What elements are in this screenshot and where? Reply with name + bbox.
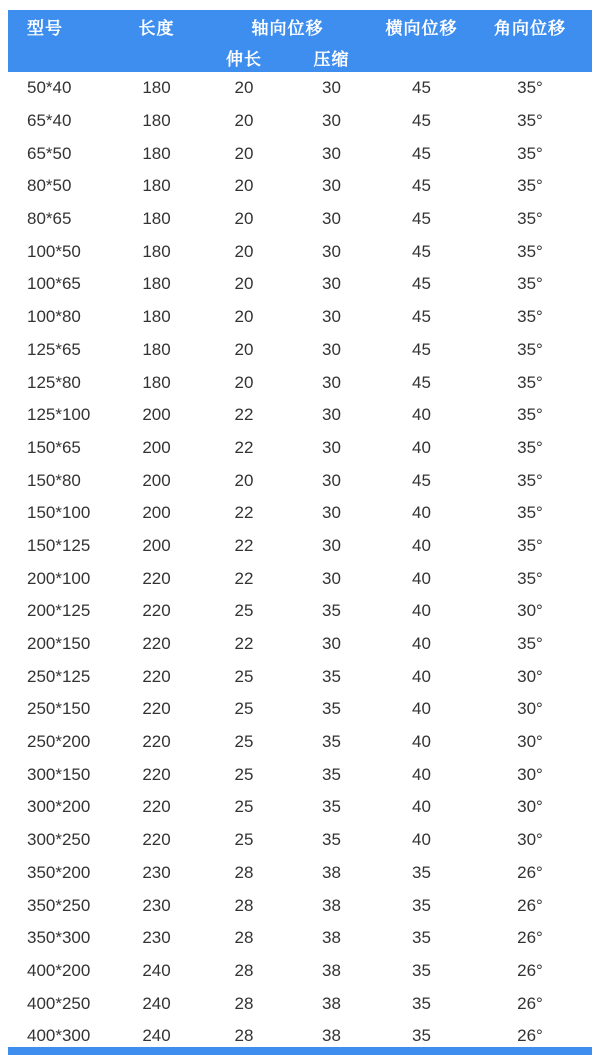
table-cell: 28 (234, 895, 254, 915)
table-cell: 22 (234, 405, 254, 425)
header-length: 长度 (113, 10, 200, 43)
table-cell: 150*65 (27, 437, 81, 457)
table-cell: 25 (234, 666, 254, 686)
table-cell: 180 (142, 111, 171, 131)
table-cell: 240 (142, 1026, 171, 1046)
table-cell: 180 (142, 241, 171, 261)
table-cell: 35° (517, 78, 543, 98)
table-cell: 26° (517, 862, 543, 882)
table-row (8, 105, 592, 138)
displacement-spec-table (8, 10, 592, 1053)
table-cell: 350*300 (27, 928, 91, 948)
table-row (8, 889, 592, 922)
table-cell: 25 (234, 601, 254, 621)
header-row-main (8, 10, 592, 43)
table-cell: 35° (517, 437, 543, 457)
table-row (8, 955, 592, 988)
table-cell: 20 (234, 241, 254, 261)
table-header (8, 10, 592, 72)
table-cell: 220 (142, 699, 171, 719)
table-cell: 230 (142, 895, 171, 915)
table-cell: 30 (322, 143, 341, 163)
table-cell: 35° (517, 372, 543, 392)
table-cell: 40 (412, 666, 431, 686)
table-cell: 220 (142, 568, 171, 588)
table-cell: 38 (322, 993, 341, 1013)
table-cell: 150*80 (27, 470, 81, 490)
header-row-sub (8, 43, 592, 72)
table-cell: 80*65 (27, 209, 72, 229)
table-cell: 30 (322, 634, 341, 654)
table-cell: 45 (412, 470, 431, 490)
table-row (8, 693, 592, 726)
table-row (8, 562, 592, 595)
header-empty-cell (8, 43, 113, 72)
table-cell: 22 (234, 634, 254, 654)
table-cell: 100*80 (27, 307, 81, 327)
table-cell: 30 (322, 339, 341, 359)
table-cell: 35° (517, 405, 543, 425)
table-cell: 230 (142, 928, 171, 948)
table-cell: 35 (322, 666, 341, 686)
table-cell: 28 (234, 1026, 254, 1046)
table-cell: 30 (322, 78, 341, 98)
table-cell: 40 (412, 535, 431, 555)
table-cell: 300*250 (27, 830, 91, 850)
header-axial-displacement: 轴向位移 (200, 10, 375, 43)
table-cell: 35° (517, 535, 543, 555)
table-cell: 22 (234, 535, 254, 555)
table-cell: 65*50 (27, 143, 72, 163)
table-cell: 200*125 (27, 601, 91, 621)
table-cell: 250*200 (27, 732, 91, 752)
table-cell: 30° (517, 699, 543, 719)
table-cell: 20 (234, 470, 254, 490)
table-cell: 38 (322, 960, 341, 980)
table-cell: 200 (142, 503, 171, 523)
table-cell: 230 (142, 862, 171, 882)
table-cell: 30 (322, 111, 341, 131)
table-cell: 30 (322, 437, 341, 457)
table-cell: 220 (142, 666, 171, 686)
table-cell: 200 (142, 437, 171, 457)
table-cell: 20 (234, 78, 254, 98)
table-cell: 35° (517, 339, 543, 359)
table-cell: 30° (517, 797, 543, 817)
table-row (8, 235, 592, 268)
table-cell: 28 (234, 928, 254, 948)
table-cell: 35° (517, 241, 543, 261)
table-cell: 350*200 (27, 862, 91, 882)
table-cell: 26° (517, 928, 543, 948)
table-cell: 22 (234, 437, 254, 457)
table-row (8, 399, 592, 432)
table-cell: 20 (234, 143, 254, 163)
table-cell: 220 (142, 732, 171, 752)
table-cell: 220 (142, 764, 171, 784)
table-cell: 45 (412, 339, 431, 359)
table-cell: 100*65 (27, 274, 81, 294)
table-cell: 35° (517, 307, 543, 327)
table-cell: 20 (234, 209, 254, 229)
table-cell: 200 (142, 405, 171, 425)
table-row (8, 628, 592, 661)
table-row (8, 268, 592, 301)
table-cell: 35° (517, 470, 543, 490)
table-cell: 180 (142, 143, 171, 163)
header-axial-extend: 伸长 (200, 43, 288, 72)
table-cell: 180 (142, 209, 171, 229)
table-row (8, 726, 592, 759)
table-cell: 26° (517, 895, 543, 915)
table-body (8, 72, 592, 1053)
table-cell: 35 (322, 601, 341, 621)
header-empty-cell (375, 43, 468, 72)
table-cell: 45 (412, 143, 431, 163)
table-cell: 200*150 (27, 634, 91, 654)
table-row (8, 170, 592, 203)
table-cell: 25 (234, 764, 254, 784)
table-cell: 35 (322, 732, 341, 752)
bottom-blue-bar (8, 1047, 592, 1055)
table-row (8, 530, 592, 563)
table-cell: 35 (412, 895, 431, 915)
table-cell: 400*300 (27, 1026, 91, 1046)
table-cell: 30° (517, 601, 543, 621)
table-cell: 35° (517, 111, 543, 131)
table-cell: 40 (412, 601, 431, 621)
table-cell: 125*100 (27, 405, 91, 425)
table-row (8, 857, 592, 890)
table-cell: 26° (517, 960, 543, 980)
table-cell: 30° (517, 666, 543, 686)
table-cell: 30° (517, 830, 543, 850)
table-cell: 20 (234, 274, 254, 294)
table-cell: 30 (322, 274, 341, 294)
table-cell: 38 (322, 862, 341, 882)
table-cell: 40 (412, 830, 431, 850)
table-cell: 40 (412, 634, 431, 654)
table-cell: 30 (322, 209, 341, 229)
table-cell: 35 (412, 960, 431, 980)
table-cell: 20 (234, 111, 254, 131)
table-cell: 28 (234, 993, 254, 1013)
table-cell: 220 (142, 797, 171, 817)
table-cell: 150*100 (27, 503, 91, 523)
table-cell: 100*50 (27, 241, 81, 261)
table-row (8, 366, 592, 399)
table-cell: 220 (142, 830, 171, 850)
table-cell: 300*200 (27, 797, 91, 817)
table-cell: 180 (142, 307, 171, 327)
table-cell: 25 (234, 830, 254, 850)
table-cell: 400*200 (27, 960, 91, 980)
table-cell: 20 (234, 339, 254, 359)
header-angular-displacement: 角向位移 (468, 10, 592, 43)
header-model: 型号 (8, 10, 113, 43)
table-cell: 40 (412, 764, 431, 784)
table-cell: 240 (142, 993, 171, 1013)
table-cell: 30 (322, 470, 341, 490)
table-cell: 250*125 (27, 666, 91, 686)
table-cell: 28 (234, 960, 254, 980)
table-cell: 50*40 (27, 78, 72, 98)
table-row (8, 758, 592, 791)
table-cell: 180 (142, 372, 171, 392)
table-cell: 35 (322, 699, 341, 719)
table-row (8, 301, 592, 334)
table-cell: 200 (142, 535, 171, 555)
table-row (8, 660, 592, 693)
table-cell: 20 (234, 372, 254, 392)
table-cell: 35° (517, 209, 543, 229)
table-cell: 38 (322, 1026, 341, 1046)
table-cell: 40 (412, 405, 431, 425)
table-cell: 40 (412, 568, 431, 588)
table-cell: 45 (412, 78, 431, 98)
table-cell: 25 (234, 699, 254, 719)
header-empty-cell (468, 43, 592, 72)
table-cell: 40 (412, 797, 431, 817)
table-cell: 125*65 (27, 339, 81, 359)
table-cell: 200*100 (27, 568, 91, 588)
table-cell: 35 (412, 862, 431, 882)
table-row (8, 334, 592, 367)
table-cell: 38 (322, 928, 341, 948)
table-cell: 35° (517, 568, 543, 588)
table-cell: 45 (412, 111, 431, 131)
table-cell: 35 (412, 993, 431, 1013)
table-row (8, 72, 592, 105)
table-cell: 300*150 (27, 764, 91, 784)
table-row (8, 432, 592, 465)
table-cell: 35 (412, 1026, 431, 1046)
table-cell: 180 (142, 274, 171, 294)
table-cell: 45 (412, 372, 431, 392)
table-cell: 220 (142, 601, 171, 621)
table-row (8, 791, 592, 824)
table-row (8, 987, 592, 1020)
table-row (8, 464, 592, 497)
table-cell: 45 (412, 241, 431, 261)
table-cell: 22 (234, 568, 254, 588)
table-cell: 35° (517, 634, 543, 654)
table-cell: 26° (517, 993, 543, 1013)
table-cell: 28 (234, 862, 254, 882)
table-cell: 80*50 (27, 176, 72, 196)
table-cell: 35 (322, 797, 341, 817)
table-cell: 400*250 (27, 993, 91, 1013)
header-empty-cell (113, 43, 200, 72)
table-cell: 25 (234, 797, 254, 817)
table-cell: 220 (142, 634, 171, 654)
table-cell: 45 (412, 209, 431, 229)
table-cell: 30° (517, 764, 543, 784)
table-cell: 180 (142, 176, 171, 196)
table-cell: 65*40 (27, 111, 72, 131)
table-cell: 35 (412, 928, 431, 948)
table-cell: 40 (412, 732, 431, 752)
table-cell: 125*80 (27, 372, 81, 392)
table-cell: 30 (322, 503, 341, 523)
table-cell: 30 (322, 241, 341, 261)
table-cell: 35° (517, 143, 543, 163)
table-row (8, 203, 592, 236)
table-cell: 30 (322, 372, 341, 392)
table-cell: 45 (412, 307, 431, 327)
table-cell: 45 (412, 176, 431, 196)
header-axial-compress: 压缩 (288, 43, 375, 72)
table-cell: 250*150 (27, 699, 91, 719)
table-cell: 35 (322, 830, 341, 850)
table-cell: 150*125 (27, 535, 91, 555)
table-cell: 180 (142, 339, 171, 359)
table-cell: 20 (234, 307, 254, 327)
table-row (8, 595, 592, 628)
table-cell: 30 (322, 568, 341, 588)
table-row (8, 922, 592, 955)
table-cell: 35 (322, 764, 341, 784)
table-row (8, 497, 592, 530)
table-cell: 45 (412, 274, 431, 294)
table-cell: 350*250 (27, 895, 91, 915)
table-cell: 180 (142, 78, 171, 98)
table-row (8, 137, 592, 170)
table-cell: 30 (322, 405, 341, 425)
table-cell: 30 (322, 176, 341, 196)
table-cell: 240 (142, 960, 171, 980)
table-cell: 30 (322, 535, 341, 555)
table-cell: 20 (234, 176, 254, 196)
table-cell: 35° (517, 176, 543, 196)
table-cell: 30° (517, 732, 543, 752)
table-cell: 35° (517, 274, 543, 294)
table-cell: 35° (517, 503, 543, 523)
table-cell: 40 (412, 437, 431, 457)
table-cell: 25 (234, 732, 254, 752)
table-cell: 30 (322, 307, 341, 327)
table-cell: 26° (517, 1026, 543, 1046)
table-cell: 40 (412, 503, 431, 523)
table-row (8, 824, 592, 857)
table-cell: 40 (412, 699, 431, 719)
table-cell: 22 (234, 503, 254, 523)
table-cell: 200 (142, 470, 171, 490)
table-cell: 38 (322, 895, 341, 915)
header-lateral-displacement: 横向位移 (375, 10, 468, 43)
